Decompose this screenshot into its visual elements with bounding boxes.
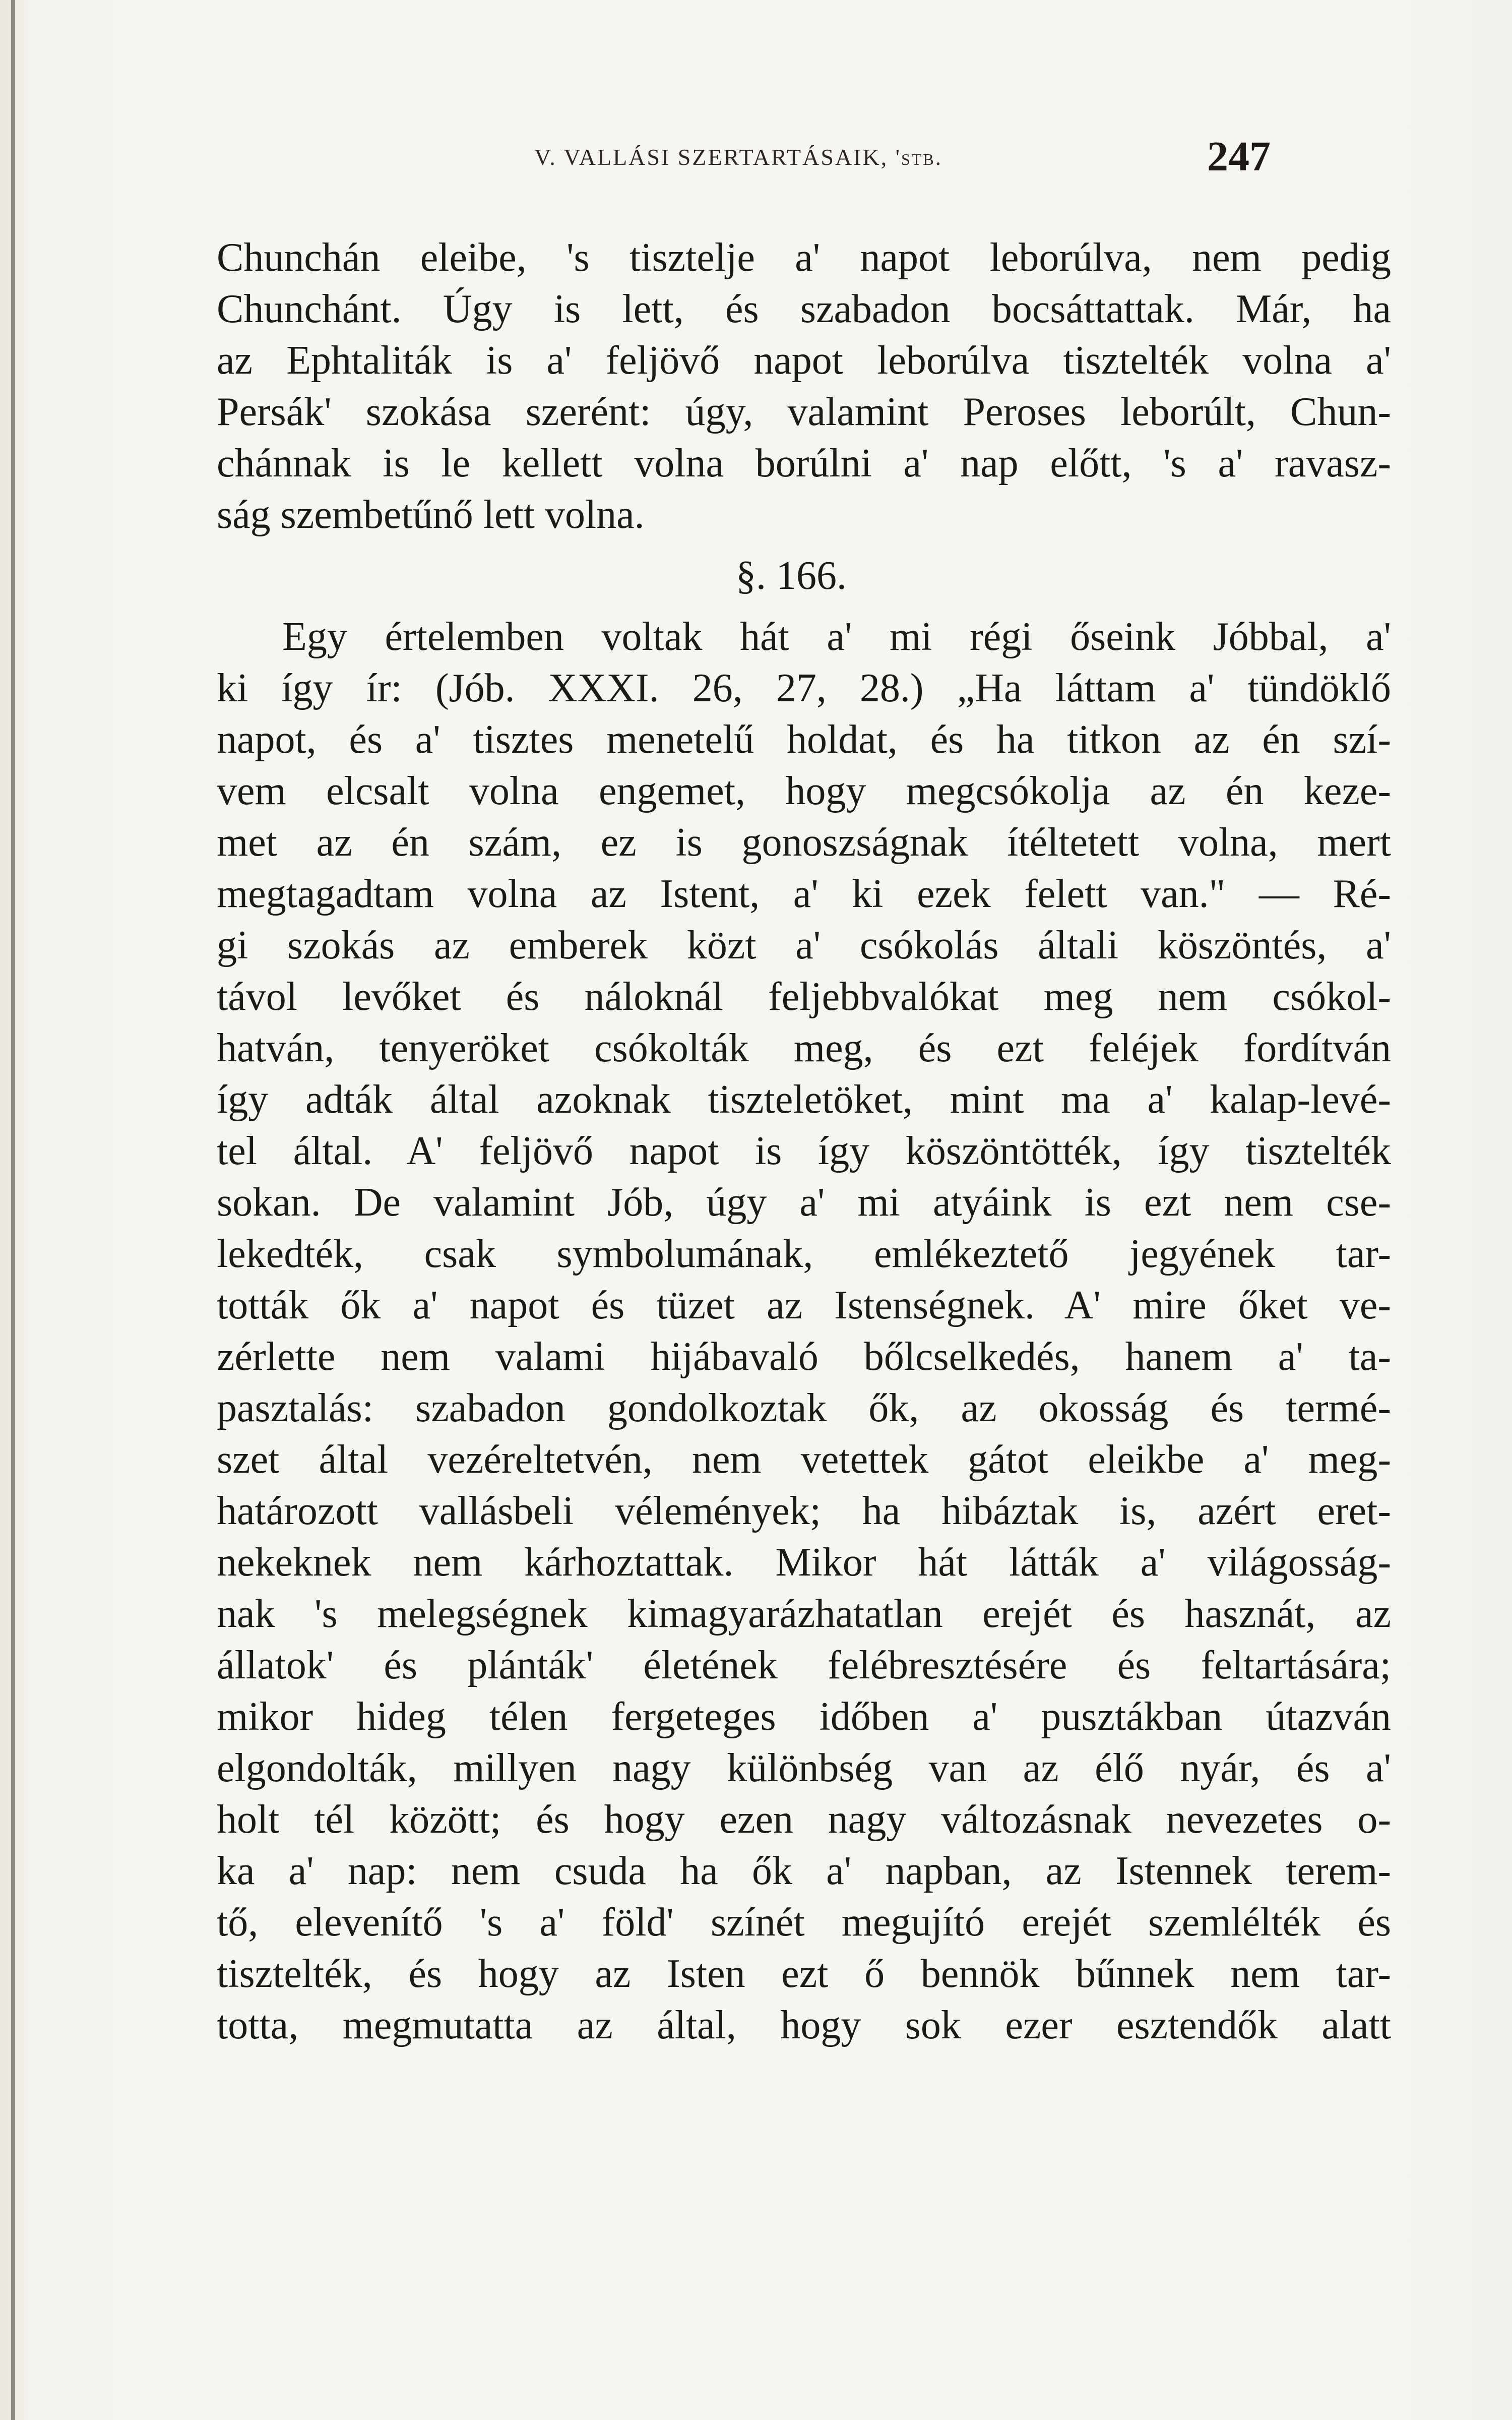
text-line: az Ephtaliták is a' feljövő napot leborúlva tisztelték volna a' <box>217 338 1391 383</box>
page-binding-edge <box>11 0 15 2420</box>
text-line: tották ők a' napot és tüzet az Istenségnek. A' mire őket ve- <box>217 1283 1391 1327</box>
text-line: Chunchán eleibe, 's tisztelje a' napot leborúlva, nem pedig <box>217 235 1391 280</box>
text-line: napot, és a' tisztes menetelű holdat, és ha titkon az én szí- <box>217 717 1391 762</box>
text-line: tel által. A' feljövő napot is így köszöntötték, így tisztelték <box>217 1129 1391 1173</box>
text-line: határozott vallásbeli vélemények; ha hibáztak is, azért eret- <box>217 1489 1391 1533</box>
text-line: sokan. De valamint Jób, úgy a' mi atyáink is ezt nem cse- <box>217 1180 1391 1225</box>
text-line: távol levőket és náloknál feljebbvalókat meg nem csókol- <box>217 975 1391 1019</box>
text-line: ki így ír: (Jób. XXXI. 26, 27, 28.) „Ha láttam a' tündöklő <box>217 666 1391 710</box>
text-line: tisztelték, és hogy az Isten ezt ő bennök bűnnek nem tar- <box>217 1952 1391 1996</box>
text-line: állatok' és plánták' életének felébresztésére és feltartására; <box>217 1643 1391 1687</box>
text-line: lekedték, csak symbolumának, emlékeztető jegyének tar- <box>217 1232 1391 1276</box>
text-line: így adták által azoknak tiszteletöket, mint ma a' kalap-levé- <box>217 1077 1391 1122</box>
text-line: pasztalás: szabadon gondolkoztak ők, az okosság és termé- <box>217 1386 1391 1430</box>
text-line: megtagadtam volna az Istent, a' ki ezek felett van." — Ré- <box>217 872 1391 916</box>
text-line: elgondolták, millyen nagy különbség van az élő nyár, és a' <box>217 1746 1391 1790</box>
paragraph-2 <box>217 611 1391 2051</box>
running-head: V. VALLÁSI SZERTARTÁSAIK, 'stb. <box>534 144 943 170</box>
page-number: 247 <box>1207 133 1271 180</box>
text-line: szet által vezéreltetvén, nem vetettek gátot eleikbe a' meg- <box>217 1437 1391 1482</box>
text-line: Chunchánt. Úgy is lett, és szabadon bocsáttattak. Már, ha <box>217 287 1391 331</box>
text-line: Persák' szokása szerént: úgy, valamint Peroses leborúlt, Chun- <box>217 390 1391 434</box>
text-line: mikor hideg télen fergeteges időben a' pusztákban útazván <box>217 1695 1391 1739</box>
text-line: vem elcsalt volna engemet, hogy megcsókolja az én keze- <box>217 769 1391 813</box>
text-line: gi szokás az emberek közt a' csókolás általi köszöntés, a' <box>217 923 1391 967</box>
text-line: nekeknek nem kárhoztattak. Mikor hát látták a' világosság- <box>217 1540 1391 1585</box>
text-line: nak 's melegségnek kimagyarázhatatlan erejét és hasznát, az <box>217 1592 1391 1636</box>
text-line: zérlette nem valami hijábavaló bőlcselkedés, hanem a' ta- <box>217 1335 1391 1379</box>
text-line: holt tél között; és hogy ezen nagy változásnak nevezetes o- <box>217 1797 1391 1842</box>
text-line: tő, elevenítő 's a' föld' színét megujító erejét szemlélték és <box>217 1900 1391 1945</box>
text-line: met az én szám, ez is gonoszságnak ítéltetett volna, mert <box>217 820 1391 865</box>
text-line: totta, megmutatta az által, hogy sok ezer esztendők alatt <box>217 2003 1391 2047</box>
body-text <box>217 232 1391 2051</box>
text-line: Egy értelemben voltak hát a' mi régi őseink Jóbbal, a' <box>282 615 1391 659</box>
text-line: chánnak is le kellett volna borúlni a' nap előtt, 's a' ravasz- <box>217 441 1391 486</box>
text-line: ka a' nap: nem csuda ha ők a' napban, az Istennek terem- <box>217 1849 1391 1893</box>
text-line: ság szembetűnő lett volna. <box>217 493 645 537</box>
text-line: hatván, tenyeröket csókolták meg, és ezt feléjek fordítván <box>217 1026 1391 1070</box>
section-heading: §. 166. <box>736 554 847 598</box>
paragraph-1 <box>217 232 1391 540</box>
